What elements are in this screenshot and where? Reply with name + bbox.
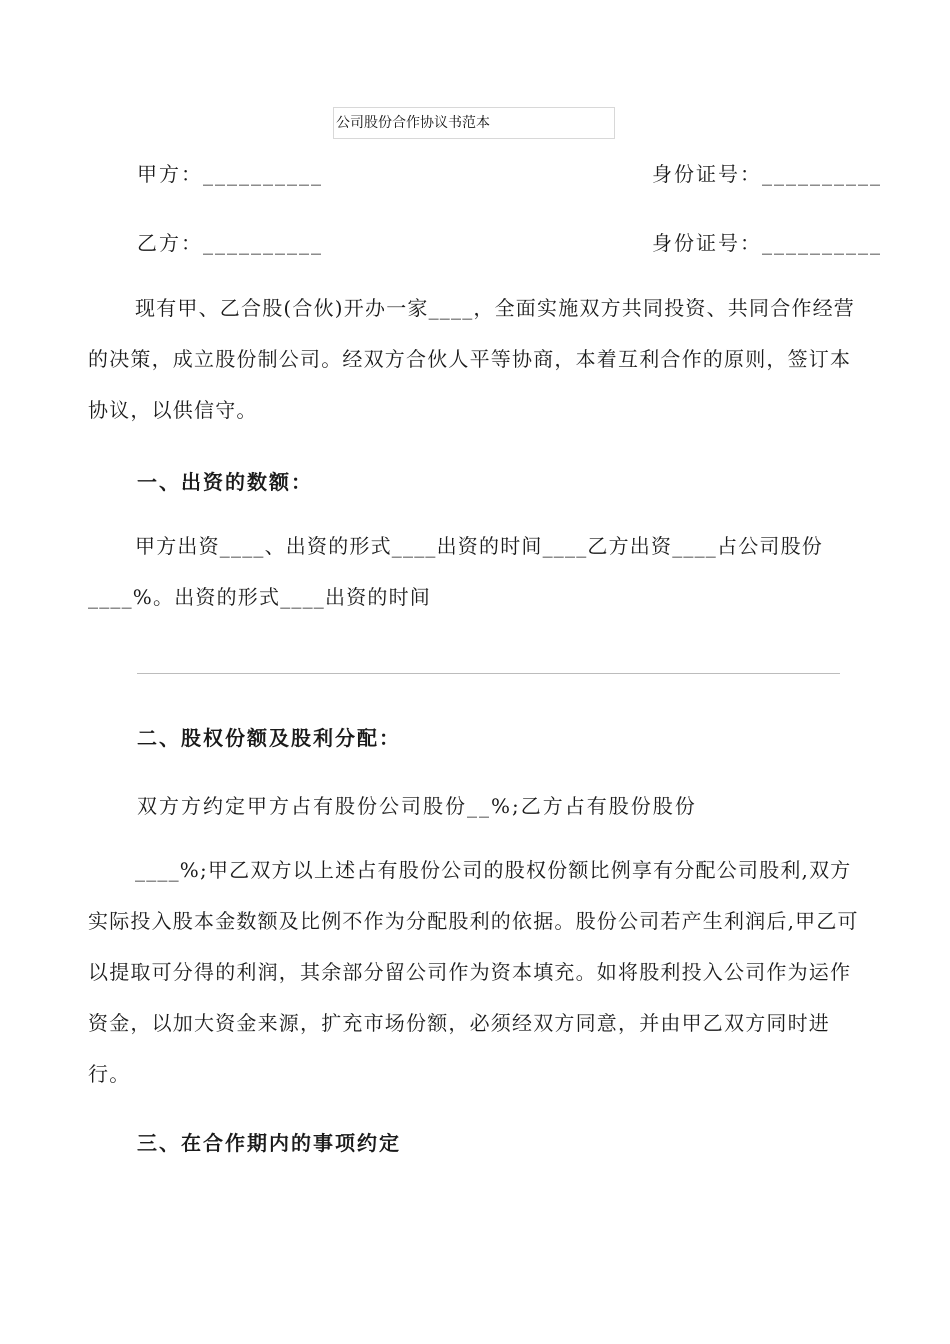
document-title: 公司股份合作协议书范本 [333, 107, 615, 139]
section1-paragraph: 甲方出资____、出资的形式____出资的时间____乙方出资____占公司股份____%。出资的形式____出资的时间 [88, 534, 823, 609]
divider-rule [137, 673, 840, 674]
party-a-id-line: 身份证号：__________ [652, 162, 882, 186]
section2-line1: 双方方约定甲方占有股份公司股份__%;乙方占有股份股份 [137, 794, 697, 818]
party-a-line: 甲方：__________ [137, 162, 323, 186]
section2-paragraph: ____%;甲乙双方以上述占有股份公司的股权份额比例享有分配公司股利,双方实际投入股本金数额及比例不作为分配股利的依据。股份公司若产生利润后,甲乙可以提取可分得的利润，其余部分留公司作为资本填充。如将股利投入公司作为运作资金，以加大资金来源，扩充市场份额，必须经双方同意，并由甲乙双方同时进行。 [88, 858, 859, 1086]
intro-paragraph: 现有甲、乙合股(合伙)开办一家____，全面实施双方共同投资、共同合作经营的决策，成立股份制公司。经双方合伙人平等协商，本着互利合作的原则，签订本协议，以供信守。 [88, 296, 856, 422]
party-b-line: 乙方：__________ [137, 231, 323, 255]
section2-heading: 二、股权份额及股利分配： [137, 726, 401, 750]
section3-heading: 三、在合作期内的事项约定 [137, 1131, 401, 1155]
party-b-id-line: 身份证号：__________ [652, 231, 882, 255]
section1-heading: 一、出资的数额： [137, 470, 313, 494]
